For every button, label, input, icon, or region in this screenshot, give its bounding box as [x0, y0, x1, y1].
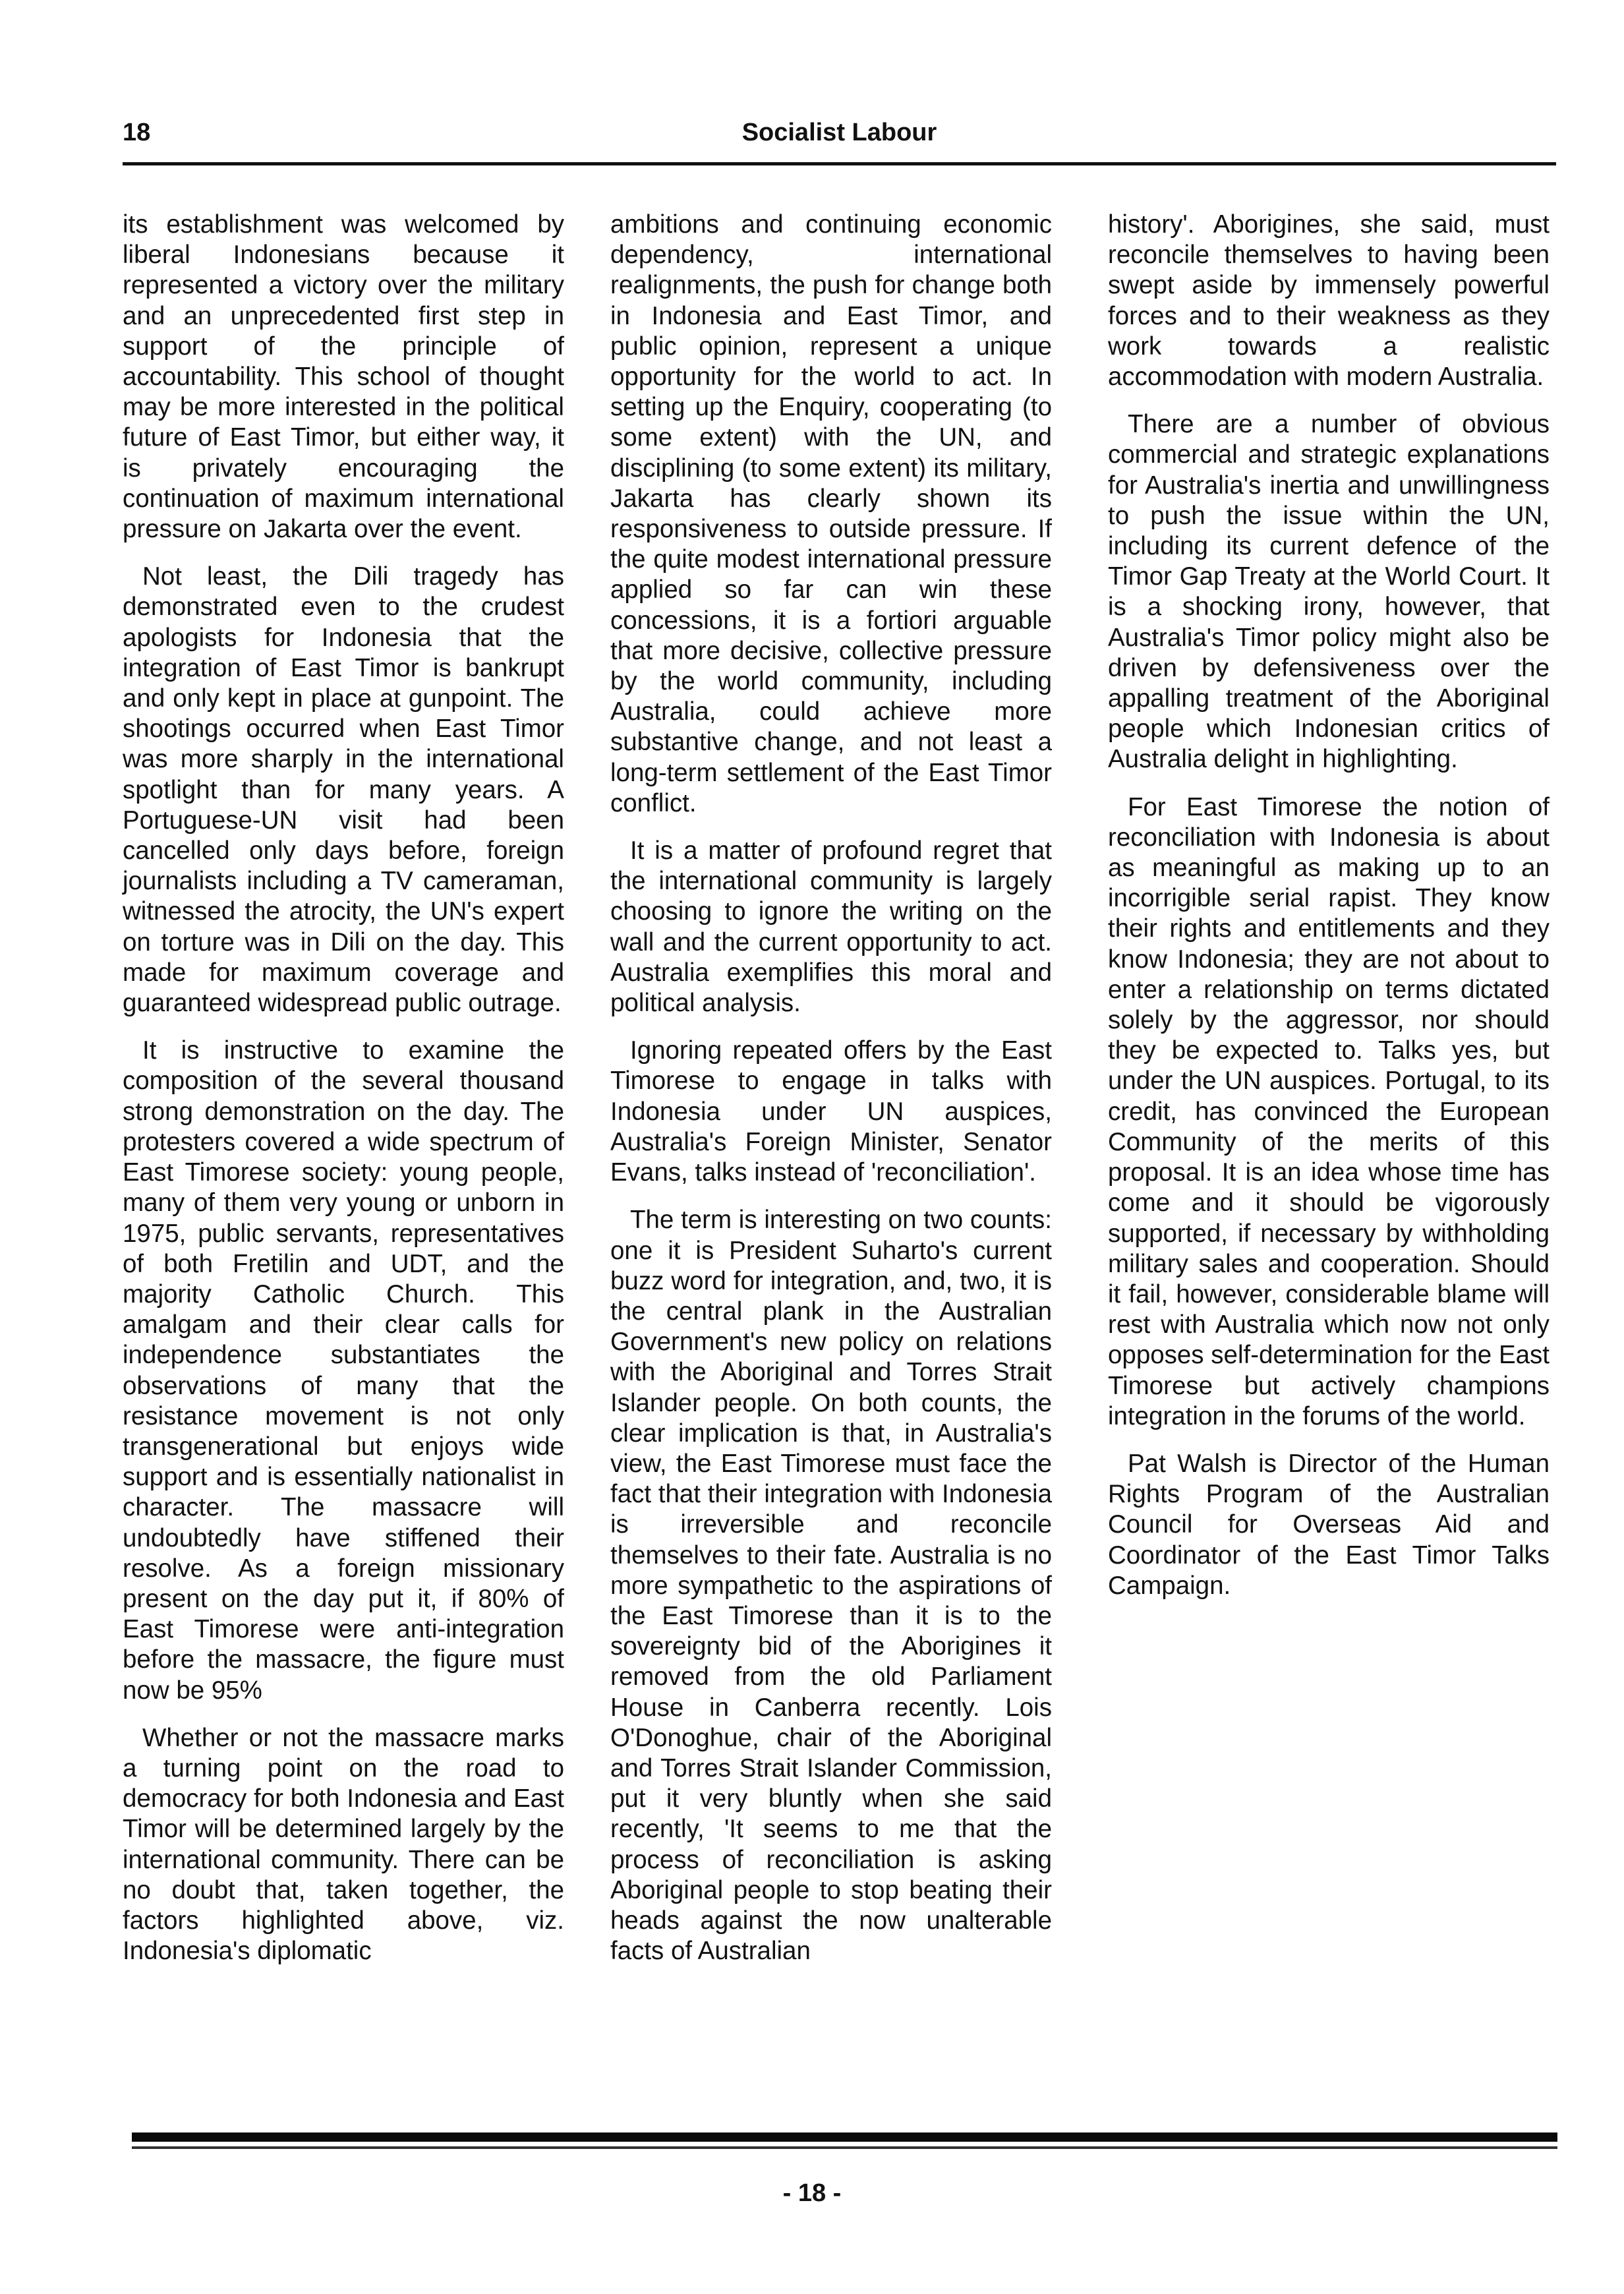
publication-title: Socialist Labour — [741, 119, 937, 146]
paragraph: It is a matter of profound regret that the international community is largely choosing to ignore the writing on the wall and the current opportunity to act. Australia exemplifies this moral and political analysis. — [610, 837, 1052, 1018]
paragraph: Not least, the Dili tragedy has demonstrated even to the crudest apologists for Indonesia that the integration of East Timor is bankrupt and only kept in place at gunpoint. The shootings occurred when East Timor was more sharply in the international spotlight than for many years. A Portuguese-UN visit had been cancelled only days before, foreign journalists including a TV cameraman, witnessed the atrocity, the UN's expert on torture was in Dili on the day. This made for maximum coverage and guaranteed widespread public outrage. — [123, 562, 564, 1018]
author-bio: Pat Walsh is Director of the Human Rights Program of the Australian Council for Overseas Aid and Coordinator of the East Timor Talks Campaign. — [1108, 1449, 1550, 1600]
paragraph: It is instructive to examine the composition of the several thousand strong demonstration on the day. The protesters covered a wide spectrum of East Timorese society: young people, many of them very young or unborn in 1975, public servants, representatives of both Fretilin and UDT, and the majority Catholic Church. This amalgam and their clear calls for independence substantiates the observations of many that the resistance movement is not only transgenerational but enjoys wide support and is essentially nationalist in character. The massacre will undoubtedly have stiffened their resolve. As a foreign missionary present on the day put it, if 80% of East Timorese were anti-integration before the massacre, the figure must now be 95% — [123, 1036, 564, 1705]
paragraph: There are a number of obvious commercial and strategic explanations for Australia's inertia and unwillingness to push the issue within the UN, including its current defence of the Timor Gap Treaty at the World Court. It is a shocking irony, however, that Australia's Timor policy might also be driven by defensiveness over the appalling treatment of the Aboriginal people which Indonesian critics of Australia delight in highlighting. — [1108, 410, 1550, 774]
footer-rule — [132, 2132, 1557, 2142]
page-header — [123, 116, 1556, 160]
paragraph: its establishment was welcomed by liberal Indonesians because it represented a victory over the military and an unprecedented first step in support of the principle of accountability. This school of thought may be more interested in the political future of East Timor, but either way, it is privately encouraging the continuation of maximum international pressure on Jakarta over the event. — [123, 210, 564, 544]
footer-page-number: - 18 - — [782, 2179, 842, 2207]
header-rule — [123, 162, 1556, 165]
column-1 — [123, 210, 564, 1984]
paragraph: Whether or not the massacre marks a turning point on the road to democracy for both Indonesia and East Timor will be determined largely by the international community. There can be no doubt that, taken together, the factors highlighted above, viz. Indonesia's diplomatic — [123, 1723, 564, 1966]
header-page-number: 18 — [123, 119, 151, 146]
paragraph: For East Timorese the notion of reconciliation with Indonesia is about as meaningful as making up to an incorrigible serial rapist. They know their rights and entitlements and they know Indonesia; they are not about to enter a relationship on terms dictated solely by the aggressor, nor should they be expected to. Talks yes, but under the UN auspices. Portugal, to its credit, has convinced the European Community of the merits of this proposal. It is an idea whose time has come and it should be vigorously supported, if necessary by withholding military sales and cooperation. Should it fail, however, considerable blame will rest with Australia which now not only opposes self-determination for the East Timorese but actively champions integration in the forums of the world. — [1108, 792, 1550, 1430]
paragraph: history'. Aborigines, she said, must reconcile themselves to having been swept aside by immensely powerful forces and to their weakness as they work towards a realistic accommodation with modern Australia. — [1108, 210, 1550, 392]
article-body — [123, 210, 1556, 2049]
paragraph: The term is interesting on two counts: one it is President Suharto's current buzz word for integration, and, two, it is the central plank in the Australian Government's new policy on relations with the Aboriginal and Torres Strait Islander people. On both counts, the clear implication is that, in Australia's view, the East Timorese must face the fact that their integration with Indonesia is irreversible and reconcile themselves to their fate. Australia is no more sympathetic to the aspirations of the East Timorese than it is to the sovereignty bid of the Aborigines it removed from the old Parliament House in Canberra recently. Lois O'Donoghue, chair of the Aboriginal and Torres Strait Islander Commission, put it very bluntly when she said recently, 'It seems to me that the process of reconciliation is asking Aboriginal people to stop beating their heads against the now unalterable facts of Australian — [610, 1206, 1052, 1966]
paragraph: Ignoring repeated offers by the East Timorese to engage in talks with Indonesia under UN auspices, Australia's Foreign Minister, Senator Evans, talks instead of 'reconciliation'. — [610, 1036, 1052, 1187]
paragraph: ambitions and continuing economic dependency, international realignments, the push for change both in Indonesia and East Timor, and public opinion, represent a unique opportunity for the world to act. In setting up the Enquiry, cooperating (to some extent) with the UN, and disciplining (to some extent) its military, Jakarta has clearly shown its responsiveness to outside pressure. If the quite modest international pressure applied so far can win these concessions, it is a fortiori arguable that more decisive, collective pressure by the world community, including Australia, could achieve more substantive change, and not least a long-term settlement of the East Timor conflict. — [610, 210, 1052, 817]
column-3 — [1108, 210, 1550, 1618]
footer-rule-thin — [132, 2146, 1557, 2149]
column-2 — [610, 210, 1052, 1984]
